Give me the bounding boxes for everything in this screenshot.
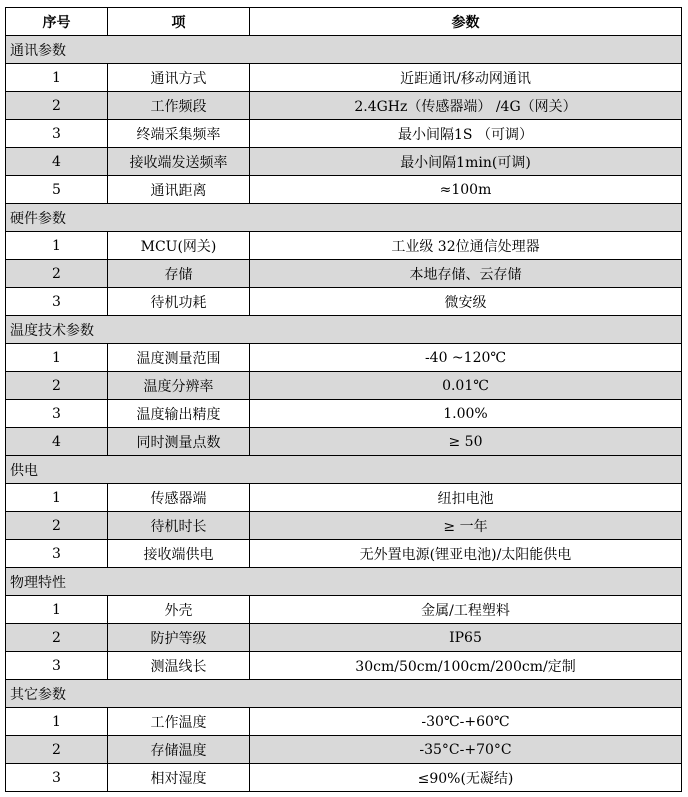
row-number: 4 [6, 428, 108, 456]
row-item: 温度分辨率 [108, 372, 250, 400]
spec-table [5, 7, 682, 792]
row-value: ≥ 50 [250, 428, 682, 456]
row-number: 3 [6, 288, 108, 316]
section-row [6, 568, 682, 596]
row-value: 纽扣电池 [250, 484, 682, 512]
table-row [6, 120, 682, 148]
table-row [6, 708, 682, 736]
section-row [6, 456, 682, 484]
row-value: 无外置电源(锂亚电池)/太阳能供电 [250, 540, 682, 568]
row-value: 最小间隔1min(可调) [250, 148, 682, 176]
row-item: 相对湿度 [108, 764, 250, 792]
table-row [6, 596, 682, 624]
row-number: 2 [6, 260, 108, 288]
table-row [6, 484, 682, 512]
row-item: MCU(网关) [108, 232, 250, 260]
row-number: 4 [6, 148, 108, 176]
row-item: 测温线长 [108, 652, 250, 680]
row-value: 工业级 32位通信处理器 [250, 232, 682, 260]
row-number: 3 [6, 652, 108, 680]
row-value: 30cm/50cm/100cm/200cm/定制 [250, 652, 682, 680]
row-value: 1.00% [250, 400, 682, 428]
table-row [6, 148, 682, 176]
section-title: 其它参数 [6, 680, 682, 708]
row-item: 温度测量范围 [108, 344, 250, 372]
table-row [6, 764, 682, 792]
row-value: 2.4GHz（传感器端） /4G（网关） [250, 92, 682, 120]
row-value: ≥ 一年 [250, 512, 682, 540]
section-row [6, 36, 682, 64]
row-value: 金属/工程塑料 [250, 596, 682, 624]
table-row [6, 624, 682, 652]
table-row [6, 260, 682, 288]
spec-body [6, 36, 682, 792]
table-row [6, 372, 682, 400]
header-item: 项 [108, 8, 250, 36]
row-item: 同时测量点数 [108, 428, 250, 456]
table-row [6, 176, 682, 204]
row-number: 3 [6, 540, 108, 568]
row-value: -40 ~120℃ [250, 344, 682, 372]
table-row [6, 512, 682, 540]
row-item: 接收端供电 [108, 540, 250, 568]
row-number: 3 [6, 764, 108, 792]
section-title: 通讯参数 [6, 36, 682, 64]
table-row [6, 400, 682, 428]
header-no: 序号 [6, 8, 108, 36]
row-item: 防护等级 [108, 624, 250, 652]
table-row [6, 652, 682, 680]
row-number: 2 [6, 372, 108, 400]
table-row [6, 428, 682, 456]
row-value: IP65 [250, 624, 682, 652]
row-number: 2 [6, 624, 108, 652]
row-number: 3 [6, 400, 108, 428]
section-title: 物理特性 [6, 568, 682, 596]
row-item: 通讯方式 [108, 64, 250, 92]
row-value: ≤90%(无凝结) [250, 764, 682, 792]
table-row [6, 64, 682, 92]
row-value: -35°C-+70°C [250, 736, 682, 764]
section-title: 硬件参数 [6, 204, 682, 232]
row-item: 传感器端 [108, 484, 250, 512]
row-number: 1 [6, 708, 108, 736]
row-item: 终端采集频率 [108, 120, 250, 148]
row-number: 1 [6, 596, 108, 624]
row-item: 工作温度 [108, 708, 250, 736]
section-row [6, 316, 682, 344]
row-value: 0.01℃ [250, 372, 682, 400]
table-row [6, 344, 682, 372]
row-item: 温度输出精度 [108, 400, 250, 428]
row-value: 微安级 [250, 288, 682, 316]
row-number: 1 [6, 344, 108, 372]
row-item: 通讯距离 [108, 176, 250, 204]
row-value: -30℃-+60℃ [250, 708, 682, 736]
row-item: 工作频段 [108, 92, 250, 120]
table-row [6, 540, 682, 568]
row-number: 1 [6, 64, 108, 92]
row-item: 待机功耗 [108, 288, 250, 316]
row-number: 2 [6, 92, 108, 120]
section-row [6, 204, 682, 232]
row-value: ≈100m [250, 176, 682, 204]
section-title: 供电 [6, 456, 682, 484]
row-number: 2 [6, 512, 108, 540]
row-number: 1 [6, 232, 108, 260]
section-row [6, 680, 682, 708]
row-value: 近距通讯/移动网通讯 [250, 64, 682, 92]
row-item: 存储 [108, 260, 250, 288]
row-value: 最小间隔1S （可调） [250, 120, 682, 148]
table-row [6, 92, 682, 120]
table-row [6, 288, 682, 316]
row-item: 存储温度 [108, 736, 250, 764]
table-row [6, 232, 682, 260]
header-param: 参数 [250, 8, 682, 36]
row-number: 3 [6, 120, 108, 148]
row-number: 5 [6, 176, 108, 204]
row-item: 接收端发送频率 [108, 148, 250, 176]
header-row [6, 8, 682, 36]
row-value: 本地存储、云存储 [250, 260, 682, 288]
section-title: 温度技术参数 [6, 316, 682, 344]
row-item: 外壳 [108, 596, 250, 624]
row-number: 1 [6, 484, 108, 512]
table-row [6, 736, 682, 764]
row-item: 待机时长 [108, 512, 250, 540]
row-number: 2 [6, 736, 108, 764]
